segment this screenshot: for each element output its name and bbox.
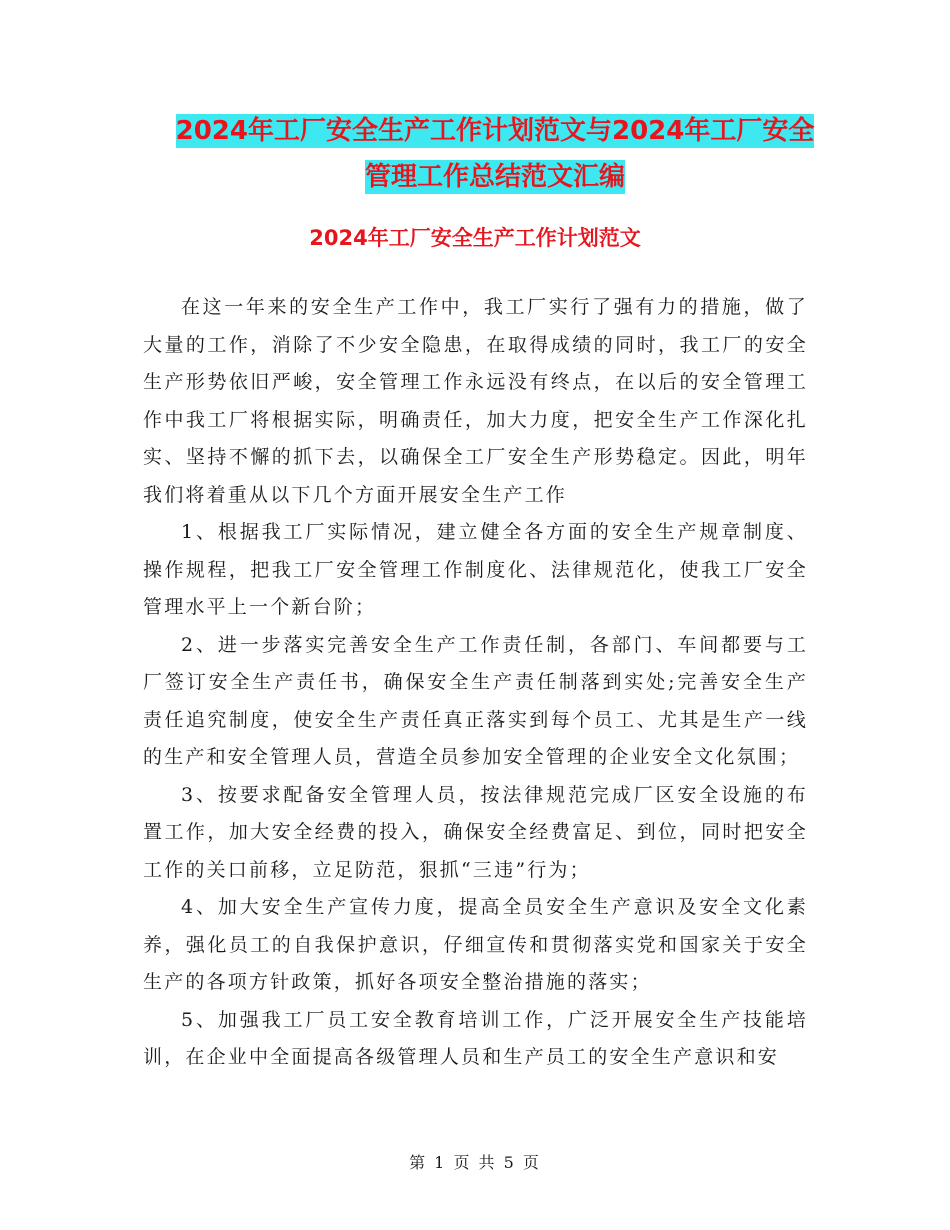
paragraph-item-4: 4、加大安全生产宣传力度，提高全员安全生产意识及安全文化素养，强化员工的自我保护意识，仔细宣传和贯彻落实党和国家关于安全生产的各项方针政策，抓好各项安全整治措施的落实； (143, 896, 808, 993)
section-title: 2024年工厂安全生产工作计划范文 (309, 226, 641, 250)
paragraph-item-1: 1、根据我工厂实际情况，建立健全各方面的安全生产规章制度、操作规程，把我工厂安全管理工作制度化、法律规范化，使我工厂安全管理水平上一个新台阶； (143, 521, 808, 618)
paragraph-intro: 在这一年来的安全生产工作中，我工厂实行了强有力的措施，做了大量的工作，消除了不少安全隐患，在取得成绩的同时，我工厂的安全生产形势依旧严峻，安全管理工作永远没有终点，在以后的安全管理工作中我工厂将根据实际，明确责任，加大力度，把安全生产工作深化扎实、坚持不懈的抓下去，以确保全工厂安全生产形势稳定。因此，明年我们将着重从以下几个方面开展安全生产工作 (143, 296, 808, 506)
title-line-1: 2024年工厂安全生产工作计划范文与2024年工厂安全 (175, 116, 815, 146)
title-line-2: 管理工作总结范文汇编 (364, 162, 625, 192)
paragraph-item-5: 5、加强我工厂员工安全教育培训工作，广泛开展安全生产技能培训，在企业中全面提高各级管理人员和生产员工的安全生产意识和安 (143, 1008, 808, 1068)
page-footer: 第 1 页 共 5 页 (409, 1153, 541, 1172)
document-title (140, 108, 850, 200)
paragraph-item-2: 2、进一步落实完善安全生产工作责任制，各部门、车间都要与工厂签订安全生产责任书，确保安全生产责任制落到实处;完善安全生产责任追究制度，使安全生产责任真正落实到每个员工、尤其是生产一线的生产和安全管理人员，营造全员参加安全管理的企业安全文化氛围； (143, 633, 808, 768)
paragraph-item-3: 3、按要求配备安全管理人员，按法律规范完成厂区安全设施的布置工作，加大安全经费的投入，确保安全经费富足、到位，同时把安全工作的关口前移，立足防范，狠抓“三违”行为； (143, 783, 808, 881)
body-text (143, 289, 808, 1077)
